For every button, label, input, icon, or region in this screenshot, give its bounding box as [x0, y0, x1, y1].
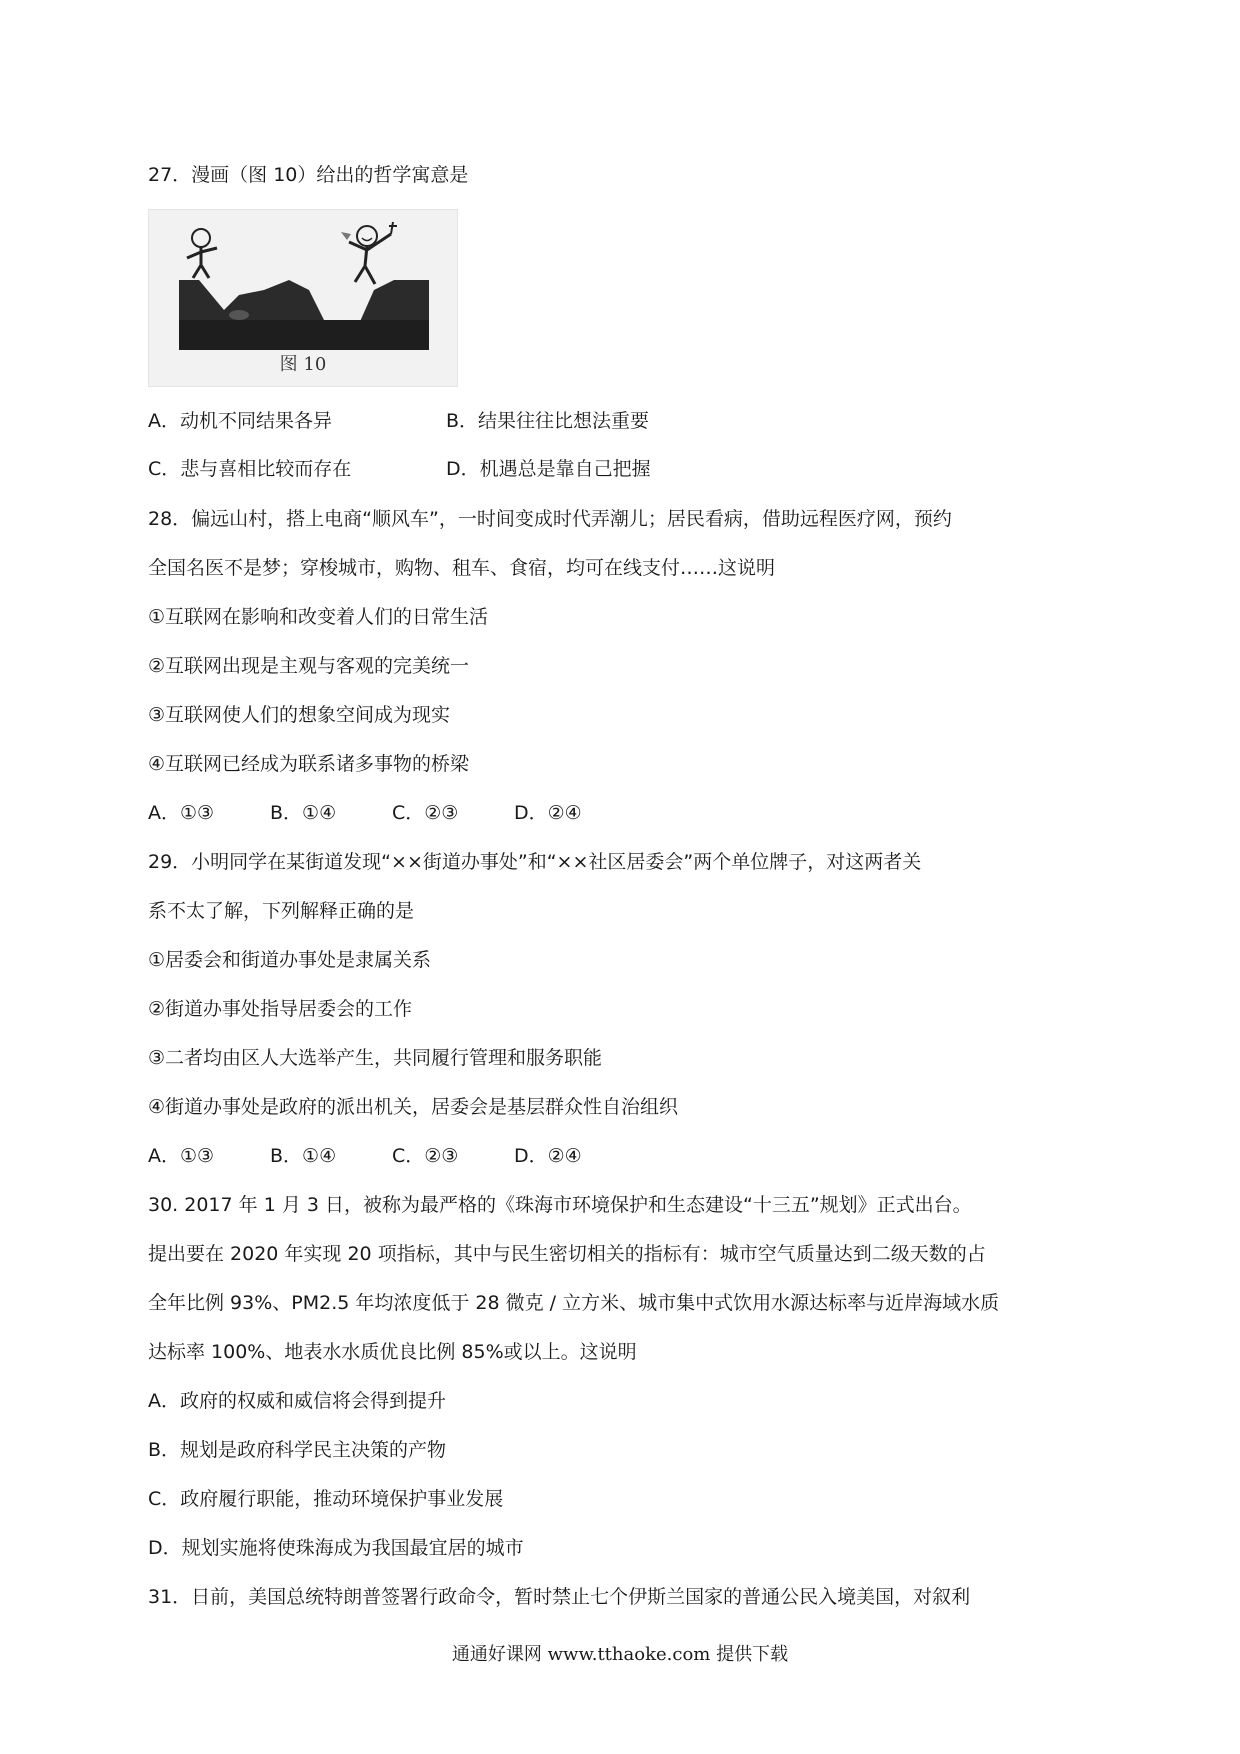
q30-stem-line2: 提出要在 2020 年实现 20 项指标，其中与民生密切相关的指标有：城市空气质量达到二级天数的占: [148, 1243, 986, 1265]
q31-stem-line1: 31．日前，美国总统特朗普签署行政命令，暂时禁止七个伊斯兰国家的普通公民入境美国，对叙利: [148, 1586, 971, 1608]
q30-option-d: D．规划实施将使珠海成为我国最宜居的城市: [148, 1537, 524, 1559]
q30-option-c: C．政府履行职能，推动环境保护事业发展: [148, 1488, 504, 1510]
q28-stem-line2: 全国名医不是梦；穿梭城市，购物、租车、食宿，均可在线支付……这说明: [148, 557, 776, 579]
q30-stem-line1: 30. 2017 年 1 月 3 日，被称为最严格的《珠海市环境保护和生态建设“十三五”规划》正式出台。: [148, 1194, 972, 1216]
q28-item-3: ③互联网使人们的想象空间成为现实: [148, 704, 451, 726]
q29-stem-line2: 系不太了解，下列解释正确的是: [148, 900, 415, 922]
q28-stem-line1: 28．偏远山村，搭上电商“顺风车”，一时间变成时代弄潮儿；居民看病，借助远程医疗网，预约: [148, 508, 952, 530]
q29-option-a: A．①③: [148, 1145, 215, 1167]
q29-options: [148, 1142, 582, 1170]
q27-option-c: C．悲与喜相比较而存在: [148, 458, 352, 480]
q28-item-1: ①互联网在影响和改变着人们的日常生活: [148, 606, 489, 628]
q30-option-a: A．政府的权威和威信将会得到提升: [148, 1390, 446, 1412]
q29-stem-line1: 29．小明同学在某街道发现“××街道办事处”和“××社区居委会”两个单位牌子，对这两者关: [148, 851, 922, 873]
q29-option-c: C．②③: [392, 1145, 459, 1167]
q30-stem-line4: 达标率 100%、地表水水质优良比例 85%或以上。这说明: [148, 1341, 637, 1363]
q29-item-1: ①居委会和街道办事处是隶属关系: [148, 949, 432, 971]
q27-option-d: D．机遇总是靠自己把握: [446, 458, 651, 480]
q28-option-b: B．①④: [270, 802, 337, 824]
q28-option-d: D．②④: [514, 802, 582, 824]
q30-stem-line3: 全年比例 93%、PM2.5 年均浓度低于 28 微克 / 立方米、城市集中式饮用水源达标率与近岸海域水质: [148, 1292, 1000, 1314]
cartoon-illustration: [179, 220, 429, 350]
q28-option-c: C．②③: [392, 802, 459, 824]
q29-option-d: D．②④: [514, 1145, 582, 1167]
q28-item-2: ②互联网出现是主观与客观的完美统一: [148, 655, 470, 677]
q27-stem: 27．漫画（图 10）给出的哲学寓意是: [148, 164, 469, 186]
q29-option-b: B．①④: [270, 1145, 337, 1167]
q28-options: [148, 799, 582, 827]
q30-option-b: B．规划是政府科学民主决策的产物: [148, 1439, 447, 1461]
figure-caption: 图 10: [279, 354, 327, 375]
q27-option-a: A．动机不同结果各异: [148, 410, 332, 432]
q28-option-a: A．①③: [148, 802, 215, 824]
q28-item-4: ④互联网已经成为联系诸多事物的桥梁: [148, 753, 470, 775]
q27-options-row1: [148, 407, 649, 435]
q27-options-row2: [148, 455, 651, 483]
q29-item-2: ②街道办事处指导居委会的工作: [148, 998, 413, 1020]
cartoon-figure: [148, 209, 458, 387]
page-footer: 通通好课网 www.tthaoke.com 提供下载: [451, 1644, 789, 1665]
q29-item-4: ④街道办事处是政府的派出机关，居委会是基层群众性自治组织: [148, 1096, 679, 1118]
q27-option-b: B．结果往往比想法重要: [446, 410, 650, 432]
q29-item-3: ③二者均由区人大选举产生，共同履行管理和服务职能: [148, 1047, 603, 1069]
